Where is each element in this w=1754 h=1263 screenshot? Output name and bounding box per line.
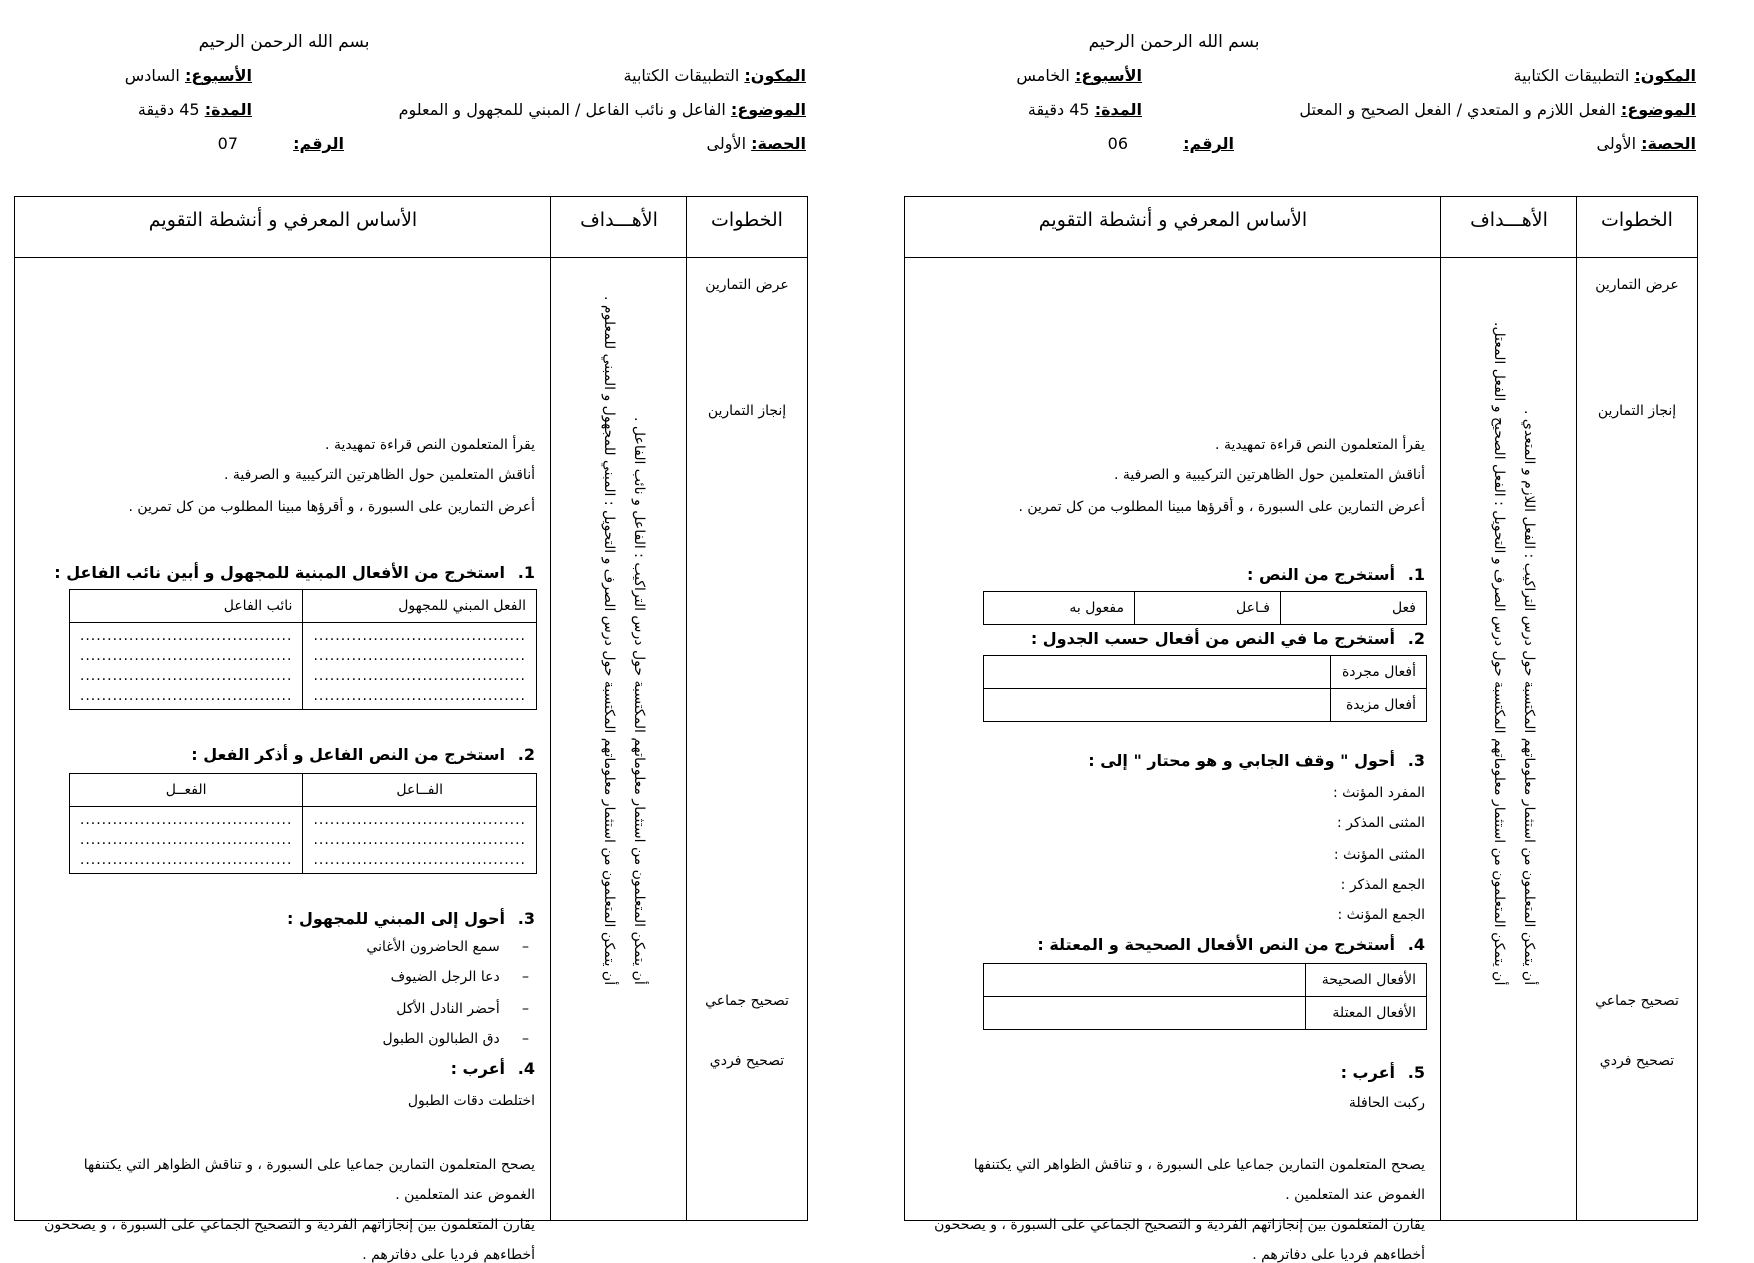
content-header: الأساس المعرفي و أنشطة التقويم xyxy=(148,209,418,231)
intro-line-2: أناقش المتعلمين حول الظاهرتين التركيبية و الصرفية . xyxy=(1113,467,1425,483)
steps-header: الخطوات xyxy=(711,209,783,231)
basmala: بسم الله الرحمن الرحيم xyxy=(1088,32,1260,52)
step-individual-correction: تصحيح فردي xyxy=(1599,1053,1675,1069)
ex3-item: المفرد المؤنث : xyxy=(1332,785,1425,801)
intro-line-3: أعرض التمارين على السبورة ، و أقرؤها مبينا المطلوب من كل تمرين . xyxy=(1018,499,1425,515)
topic-field: الموضوع: الفاعل و نائب الفاعل / المبني للمجهول و المعلوم xyxy=(398,100,806,119)
ex1-col-object: مفعول به xyxy=(984,592,1135,625)
objectives-header: الأهـــداف xyxy=(1470,209,1548,231)
individual-correction-text-1: يقارن المتعلمون بين إنجازاتهم الفردية و التصحيح الجماعي على السبورة ، و يصححون xyxy=(44,1217,535,1233)
exercise-1-table: الفعل المبني للمجهول نائب الفاعل ....................................... ....................................... ....................................... ....................................... ....................................... ....................................... ....................................... ....................................... xyxy=(69,589,537,710)
ex2-col-verb: الفعــل xyxy=(69,774,303,807)
objective-1: أن يتمكن المتعلمون من استثمار معلوماتهم المكتسبة حول درس التراكيب : الفاعل و نائب الفاعل . xyxy=(631,417,647,985)
session-field: الحصة: الأولى xyxy=(706,134,806,153)
lesson-sheet-week-5 xyxy=(904,0,1704,1263)
exercise-4-table xyxy=(983,963,1427,1030)
ex3-item: – دق الطبالون الطبول xyxy=(382,1031,529,1047)
ex3-item: الجمع المذكر : xyxy=(1340,877,1425,893)
objectives-header: الأهـــداف xyxy=(580,209,658,231)
exercise-2-table: الفــاعل الفعــل ....................................... ....................................... ....................................... ....................................... ....................................... ....................................... xyxy=(69,773,537,874)
exercise-5-title: 5.أعرب : xyxy=(1340,1063,1425,1082)
exercise-2-title: 2.استخرج من النص الفاعل و أذكر الفعل : xyxy=(191,745,535,764)
step-do: إنجاز التمارين xyxy=(707,403,787,419)
basmala: بسم الله الرحمن الرحيم xyxy=(198,32,370,52)
step-present: عرض التمارين xyxy=(1595,277,1679,293)
group-correction-text-1: يصحح المتعلمون التمارين جماعيا على السبورة ، و تناقش الظواهر التي يكتنفها xyxy=(83,1157,535,1173)
ex3-item: الجمع المؤنث : xyxy=(1337,907,1425,923)
ex4-sentence: اختلطت دقات الطبول xyxy=(407,1093,535,1109)
ex3-item: المثنى المؤنث : xyxy=(1333,847,1425,863)
lesson-table xyxy=(14,196,808,1263)
ex5-sentence: ركبت الحافلة xyxy=(1348,1095,1425,1111)
objective-2: أن يتمكن المتعلمون من استثمار معلوماتهم المكتسبة حول درس الصرف و التحويل : الفعل الصحيح و الفعل المعتل. xyxy=(1491,321,1507,985)
ex1-col-subject: نائب الفاعل xyxy=(69,590,303,623)
exercise-1-title: 1.استخرج من الأفعال المبنية للمجهول و أبين نائب الفاعل : xyxy=(54,563,535,582)
ex2-row-augmented: أفعال مزيدة xyxy=(1331,689,1427,722)
exercise-1-title: 1.أستخرج من النص : xyxy=(1246,565,1425,584)
step-do: إنجاز التمارين xyxy=(1597,403,1677,419)
exercise-4-title: 4.أستخرج من النص الأفعال الصحيحة و المعتلة : xyxy=(1037,935,1425,954)
group-correction-text-2: الغموض عند المتعلمين . xyxy=(1285,1187,1425,1203)
exercise-3-title: 3.أحول " وقف الجابي و هو محتار " إلى : xyxy=(1088,751,1425,770)
ex1-col-subject: فـاعل xyxy=(1135,592,1281,625)
steps-header: الخطوات xyxy=(1601,209,1673,231)
exercise-3-title: 3.أحول إلى المبني للمجهول : xyxy=(286,909,535,928)
exercise-2-table xyxy=(983,655,1427,722)
step-individual-correction: تصحيح فردي xyxy=(709,1053,785,1069)
intro-line-1: يقرأ المتعلمون النص قراءة تمهيدية . xyxy=(1215,437,1425,453)
ex3-item: – أحضر النادل الأكل xyxy=(396,1001,529,1017)
week-field: الأسبوع: الخامس xyxy=(1016,66,1142,85)
number-field: الرقم: 06 xyxy=(1107,134,1234,153)
individual-correction-text-2: أخطاءهم فرديا على دفاترهم . xyxy=(362,1247,535,1263)
intro-line-2: أناقش المتعلمين حول الظاهرتين التركيبية و الصرفية . xyxy=(223,467,535,483)
number-field: الرقم: 07 xyxy=(217,134,344,153)
individual-correction-text-2: أخطاءهم فرديا على دفاترهم . xyxy=(1252,1247,1425,1263)
ex1-col-verb: الفعل المبني للمجهول xyxy=(303,590,537,623)
exercise-1-table xyxy=(983,591,1427,625)
exercise-4-title: 4.أعرب : xyxy=(450,1059,535,1078)
intro-line-1: يقرأ المتعلمون النص قراءة تمهيدية . xyxy=(325,437,535,453)
topic-field: الموضوع: الفعل اللازم و المتعدي / الفعل الصحيح و المعتل xyxy=(1299,100,1696,119)
session-field: الحصة: الأولى xyxy=(1596,134,1696,153)
ex4-row-sound: الأفعال الصحيحة xyxy=(1306,964,1427,997)
component-field: المكون: التطبيقات الكتابية xyxy=(623,66,806,85)
duration-field: المدة: 45 دقيقة xyxy=(1027,100,1142,119)
individual-correction-text-1: يقارن المتعلمون بين إنجازاتهم الفردية و التصحيح الجماعي على السبورة ، و يصححون xyxy=(934,1217,1425,1233)
component-field: المكون: التطبيقات الكتابية xyxy=(1513,66,1696,85)
step-group-correction: تصحيح جماعي xyxy=(1595,993,1679,1009)
objective-1: أن يتمكن المتعلمون من استثمار معلوماتهم المكتسبة حول درس التراكيب : الفعل اللازم و المتعدي . xyxy=(1521,409,1537,985)
ex2-row-bare: أفعال مجردة xyxy=(1331,656,1427,689)
content-header: الأساس المعرفي و أنشطة التقويم xyxy=(1038,209,1308,231)
ex2-col-subject: الفــاعل xyxy=(303,774,537,807)
ex3-item: – سمع الحاضرون الأغاني xyxy=(366,939,529,955)
duration-field: المدة: 45 دقيقة xyxy=(137,100,252,119)
ex4-row-weak: الأفعال المعتلة xyxy=(1306,997,1427,1030)
lesson-sheet-week-6 xyxy=(14,0,814,1263)
ex3-item: – دعا الرجل الضيوف xyxy=(390,969,529,985)
intro-line-3: أعرض التمارين على السبورة ، و أقرؤها مبينا المطلوب من كل تمرين . xyxy=(128,499,535,515)
week-field: الأسبوع: السادس xyxy=(124,66,252,85)
step-group-correction: تصحيح جماعي xyxy=(705,993,789,1009)
exercise-2-title: 2.أستخرج ما في النص من أفعال حسب الجدول : xyxy=(1030,629,1425,648)
group-correction-text-1: يصحح المتعلمون التمارين جماعيا على السبورة ، و تناقش الظواهر التي يكتنفها xyxy=(973,1157,1425,1173)
step-present: عرض التمارين xyxy=(705,277,789,293)
ex1-col-verb: فعل xyxy=(1281,592,1427,625)
ex3-item: المثنى المذكر : xyxy=(1337,815,1425,831)
objective-2: أن يتمكن المتعلمون من استثمار معلوماتهم المكتسبة حول درس الصرف و التحويل : المبني للمجهول و المبني للمعلوم . xyxy=(601,295,617,985)
group-correction-text-2: الغموض عند المتعلمين . xyxy=(395,1187,535,1203)
lesson-table xyxy=(904,196,1698,1263)
